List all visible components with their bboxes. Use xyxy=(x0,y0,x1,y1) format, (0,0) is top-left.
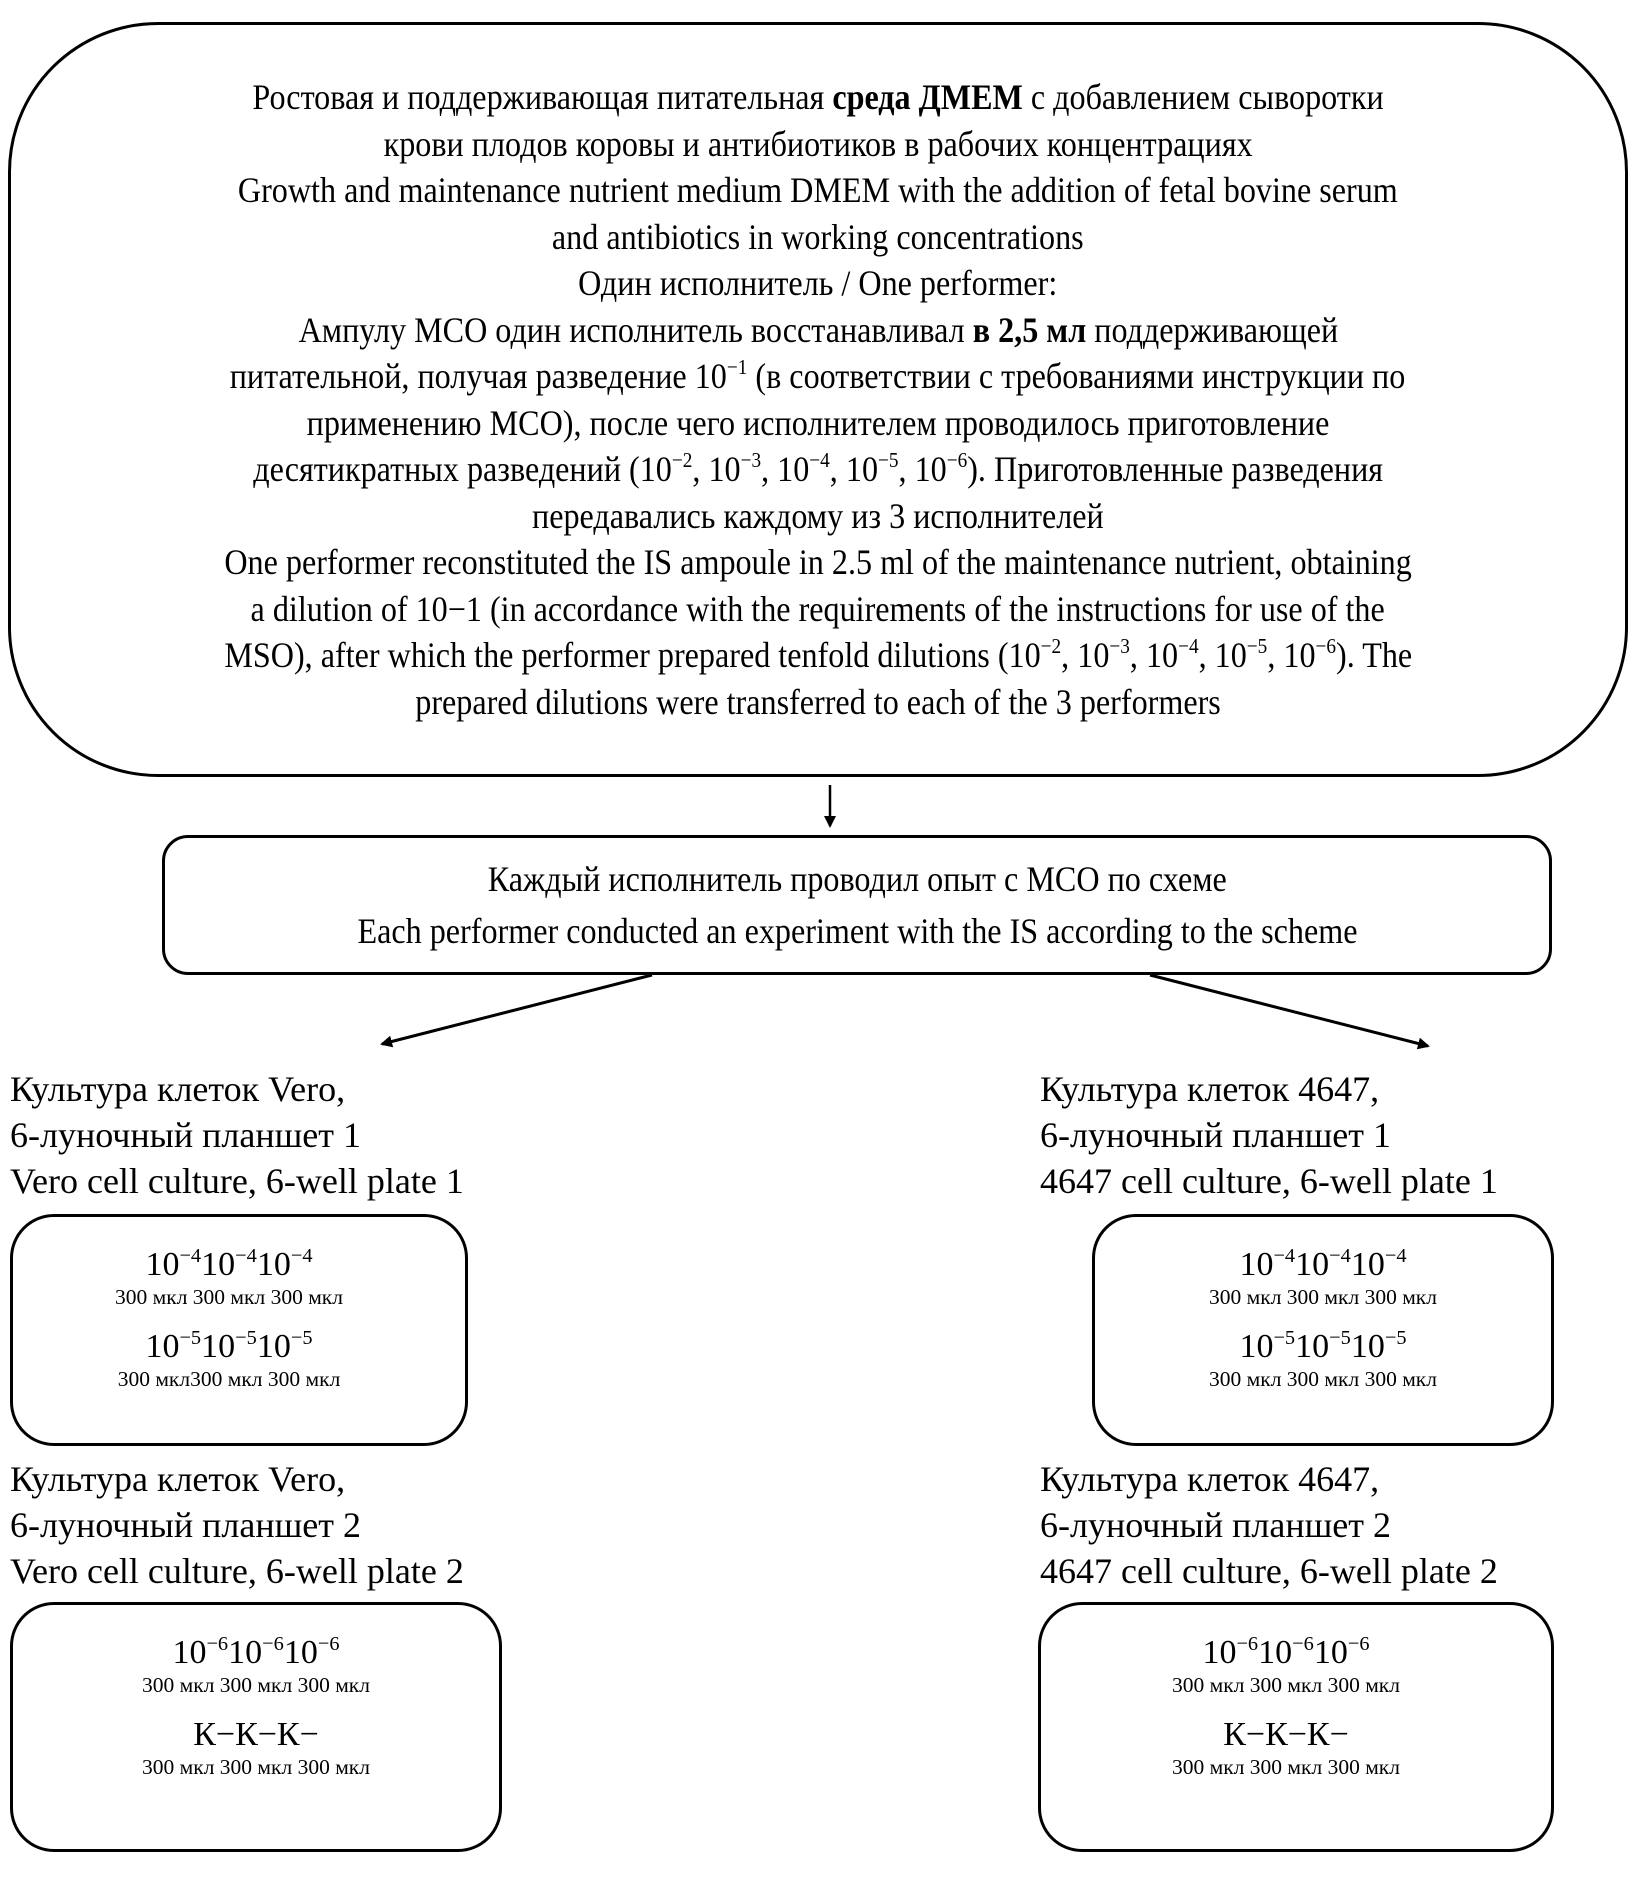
volume-row: 300 мкл 300 мкл 300 мкл xyxy=(115,1285,343,1309)
volume-row: 300 мкл 300 мкл 300 мкл xyxy=(142,1755,370,1779)
c4647-plate-1-box xyxy=(1092,1214,1554,1446)
scheme-line-en: Each performer conducted an experiment with the IS according to the scheme xyxy=(356,911,1358,951)
top-line-7: применению МСО), после чего исполнителем проводилось приготовление xyxy=(306,402,1330,443)
control-row: К−К−К− xyxy=(193,1716,319,1753)
performer-scheme-box xyxy=(162,835,1552,975)
c4647-plate-1-label: Культура клеток 4647, 6-луночный планшет 1 4647 cell culture, 6-well plate 1 xyxy=(1040,1069,1498,1201)
vero-plate-2-box xyxy=(10,1602,502,1852)
top-line-1: крови плодов коровы и антибиотиков в рабочих концентрациях xyxy=(383,123,1253,164)
top-line-6: питательной, получая разведение $10^{-1}$ (в соответствии с требованиями инструкции по xyxy=(230,355,1406,396)
vero-plate-1-box xyxy=(10,1214,468,1446)
top-line-12: MSO), after which the performer prepared tenfold dilutions ($10^{-2}$, $10^{-3}$, $10^{-4}$, $10^{-5}$, $10^{-6}$). The xyxy=(224,634,1412,675)
control-row: К−К−К− xyxy=(1223,1716,1349,1753)
scheme-line-ru: Каждый исполнитель проводил опыт с МСО по схеме xyxy=(487,859,1227,899)
top-line-2: Growth and maintenance nutrient medium DMEM with the addition of fetal bovine serum xyxy=(238,170,1398,210)
dilution-row: $10^{-5}10^{-5}10^{-5}$ xyxy=(145,1326,313,1365)
top-line-0: Ростовая и поддерживающая питательная среда ДМЕМ с добавлением сыворотки xyxy=(252,77,1384,117)
top-line-11: a dilution of 10−1 (in accordance with the requirements of the instructions for use of the xyxy=(250,588,1386,629)
vero-plate-2-label: Культура клеток Vero, 6-луночный планшет 2 Vero cell culture, 6-well plate 2 xyxy=(10,1459,464,1591)
volume-row: 300 мкл 300 мкл 300 мкл xyxy=(1209,1285,1437,1309)
dilution-row: $10^{-6}10^{-6}10^{-6}$ xyxy=(172,1632,340,1671)
top-line-9: передавались каждому из 3 исполнителей xyxy=(532,495,1104,536)
volume-row: 300 мкл 300 мкл 300 мкл xyxy=(1172,1755,1400,1779)
vero-plate-1-label: Культура клеток Vero, 6-луночный планшет 1 Vero cell culture, 6-well plate 1 xyxy=(10,1069,464,1201)
medium-preparation-box xyxy=(8,22,1628,777)
c4647-plate-2-label: Культура клеток 4647, 6-луночный планшет 2 4647 cell culture, 6-well plate 2 xyxy=(1040,1459,1498,1591)
volume-row: 300 мкл 300 мкл 300 мкл xyxy=(142,1673,370,1697)
dilution-row: $10^{-4}10^{-4}10^{-4}$ xyxy=(145,1244,313,1283)
arrow-left-icon xyxy=(382,975,652,1044)
top-line-10: One performer reconstituted the IS ampoule in 2.5 ml of the maintenance nutrient, obtaining xyxy=(224,542,1412,582)
volume-row: 300 мкл 300 мкл 300 мкл xyxy=(1209,1367,1437,1391)
volume-row: 300 мкл300 мкл 300 мкл xyxy=(117,1367,341,1391)
top-line-13: prepared dilutions were transferred to each of the 3 performers xyxy=(415,681,1221,722)
dilution-row: $10^{-4}10^{-4}10^{-4}$ xyxy=(1239,1244,1407,1283)
volume-row: 300 мкл 300 мкл 300 мкл xyxy=(1172,1673,1400,1697)
top-line-8: десятикратных разведений ($10^{-2}$, $10^{-3}$, $10^{-4}$, $10^{-5}$, $10^{-6}$). Приготовленные разведения xyxy=(253,448,1383,489)
top-line-3: and antibiotics in working concentrations xyxy=(552,216,1084,257)
c4647-plate-2-box xyxy=(1038,1602,1554,1852)
top-line-5: Ампулу МСО один исполнитель восстанавливал в 2,5 мл поддерживающей xyxy=(298,309,1338,350)
top-line-4: Один исполнитель / One performer: xyxy=(578,263,1058,303)
dilution-row: $10^{-6}10^{-6}10^{-6}$ xyxy=(1202,1632,1370,1671)
arrow-right-icon xyxy=(1150,975,1428,1046)
dilution-row: $10^{-5}10^{-5}10^{-5}$ xyxy=(1239,1326,1407,1365)
